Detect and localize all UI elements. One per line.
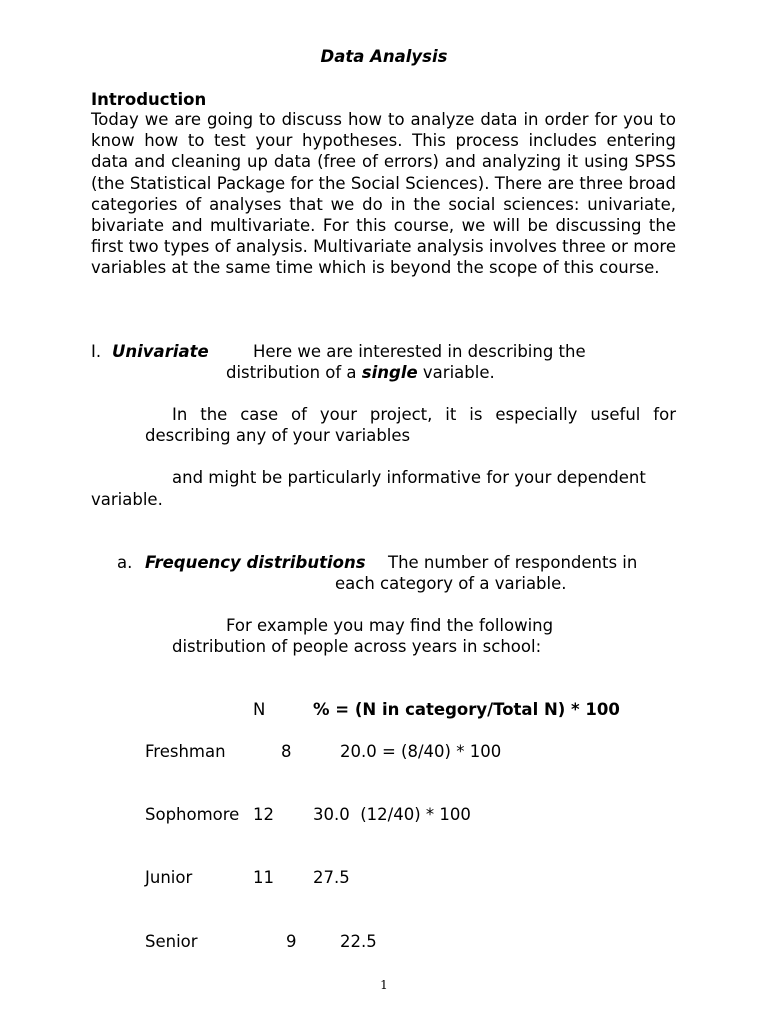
section-term-univariate: Univariate xyxy=(112,342,209,361)
univariate-paragraph-project: In the case of your project, it is especially useful for describing any of your variables xyxy=(145,405,676,445)
table-row-label: Freshman xyxy=(145,742,226,761)
section-numeral: I. xyxy=(91,342,102,361)
table-row-n: 8 xyxy=(281,742,292,761)
introduction-heading: Introduction xyxy=(91,90,207,109)
table-header-n: N xyxy=(253,700,266,719)
table-row-n: 12 xyxy=(253,805,274,824)
page-title: Data Analysis xyxy=(320,47,448,66)
table-row-percent: 22.5 xyxy=(340,932,377,951)
table-row-percent: 30.0 (12/40) * 100 xyxy=(313,805,471,824)
frequency-definition-line1: The number of respondents in xyxy=(388,553,638,572)
univariate-definition-line1: Here we are interested in describing the xyxy=(253,342,586,361)
univariate-paragraph-dependent-line2: variable. xyxy=(91,490,163,509)
frequency-definition-line2: each category of a variable. xyxy=(335,574,567,593)
table-row-percent: 27.5 xyxy=(313,868,350,887)
univariate-definition-line2 xyxy=(226,362,495,383)
introduction-body: Today we are going to discuss how to analyze data in order for you to know how to test your hypotheses. This process includes entering data and cleaning up data (free of errors) and analyzing it using SPSS (the Statistical Package for the Social Sciences). There are three broad categories of analyses that we do in the social sciences: univariate, bivariate and multivariate. For this course, we will be discussing the first two types of analysis. Multivariate analysis involves three or more variables at the same time which is beyond the scope of this course. xyxy=(91,110,676,278)
line2-pre: distribution of a xyxy=(226,363,362,382)
table-header-percent: % = (N in category/Total N) * 100 xyxy=(313,700,620,719)
table-row-label: Senior xyxy=(145,932,198,951)
univariate-paragraph-dependent-line1: and might be particularly informative for your dependent xyxy=(172,468,646,487)
line2-post: variable. xyxy=(417,363,495,382)
table-row-label: Junior xyxy=(145,868,193,887)
table-row-n: 11 xyxy=(253,868,274,887)
subsection-letter: a. xyxy=(117,553,133,572)
example-line2: distribution of people across years in school: xyxy=(172,637,542,656)
page-number: 1 xyxy=(380,978,388,992)
table-row-n: 9 xyxy=(286,932,297,951)
subsection-term-frequency-distributions: Frequency distributions xyxy=(145,553,366,572)
table-row-percent: 20.0 = (8/40) * 100 xyxy=(340,742,502,761)
emphasis-single: single xyxy=(361,363,418,382)
example-line1: For example you may find the following xyxy=(226,616,554,635)
table-row-label: Sophomore xyxy=(145,805,240,824)
